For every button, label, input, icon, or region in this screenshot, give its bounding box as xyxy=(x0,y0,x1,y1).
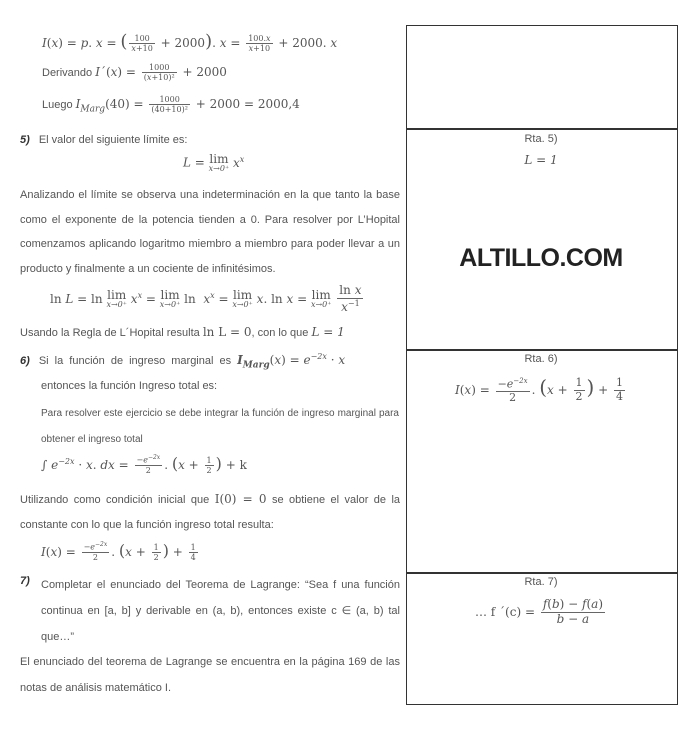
answer-5-value: L = 1 xyxy=(524,153,558,167)
marginal-line: Luego $I_{Marg}(40)$ = $\frac{1000}{\text{(40+10)²}}$ + 2000 = 2000,4 xyxy=(42,95,300,115)
answer-5-label: Rta. 5) xyxy=(524,133,558,145)
question-5-statement: El valor del siguiente límite es: xyxy=(38,134,188,146)
answer-6-formula: I(x) = $\frac{-e^{-2x}}{2}$ . (x + $\frac{1}{2}$ ) + $\frac{1}{4}$ xyxy=(454,375,624,404)
log-derivation: ln L = ln lim x→0⁺ $x^x = \lim$ x→0⁺ $\ln x^x = \lim$ x→0⁺ x. ln x = lim x→0⁺ $\frac{\text{ln x}}{x^{-1}}$ xyxy=(50,283,362,314)
conclusion-prefix: Usando la Regla de L´Hopital resulta xyxy=(20,327,203,339)
conclusion-mid: ln L = 0 xyxy=(202,325,252,339)
total-revenue-formula: I(x) = $\frac{-e^{-2x}}{2}$ . (x + $\frac{1}{2}$ ) + $\frac{1}{4}$ xyxy=(41,541,196,563)
initial-suffix: se obtiene el valor de la constante con lo que la función ingreso total resulta: xyxy=(20,494,401,531)
question-7-number: 7) xyxy=(20,575,30,587)
derivative-prefix: Derivando xyxy=(42,67,96,80)
question-5 xyxy=(20,134,187,146)
question-5-analysis: Analizando el límite se observa una indeterminación en la que tanto la base como el exponente de la potencia tienden a 0. Para resolver por L’Hopital comenzamos aplicando logaritmo miembro a miembro para poder llevar a un producto y finalmente a un cociente de infinitésimos. xyxy=(20,189,400,275)
answer-7-formula: … f ´(c) = $\frac{f(b) - f(a)}{b - a}$ xyxy=(474,597,604,626)
watermark-logo: ALTILLO.COM xyxy=(459,244,623,272)
limit-formula: L = lim x→0⁺ $x^x$ xyxy=(183,152,245,173)
derivative-line: Derivando I´(x) = $\frac{1000}{\text{(x+10)²}}$ + 2000 xyxy=(42,63,227,83)
conclusion-text: , con lo que xyxy=(251,327,312,339)
question-6: 6) Si la función de ingreso marginal es $I_{Marg}(x) = e^{-2x} \cdot x$ xyxy=(20,352,346,371)
question-7 xyxy=(20,572,400,650)
initial-cond: I(0) = 0 xyxy=(214,492,267,506)
question-6-number: 6) xyxy=(20,355,30,367)
conclusion-end: L = 1 xyxy=(311,325,345,339)
question-6-initial xyxy=(20,487,400,538)
question-6-statement-a: Si la función de ingreso marginal es xyxy=(38,355,232,367)
marginal-prefix: Luego xyxy=(42,99,76,112)
integral-formula: ∫ $e^{-2x} \cdot x$. dx = $\frac{-e^{-2x}}{2}$ . (x + $\frac{1}{2}$ ) + k xyxy=(41,454,247,476)
answer-7-prefix: … f ´(c) = xyxy=(474,604,535,619)
question-7-note: El enunciado del teorema de Lagrange se encuentra en la página 169 de las notas de análisis matemático I. xyxy=(20,656,400,694)
revenue-formula: I(x) = p. x = ( $\frac{100}{x+10}$ + 2000). x = $\frac{100.x}{x+10}$ + 2000. x xyxy=(42,31,338,53)
question-5-number: 5) xyxy=(20,134,30,146)
question-6-statement-b: entonces la función Ingreso total es: xyxy=(41,380,218,392)
answer-6-label: Rta. 6) xyxy=(524,353,558,365)
question-6-method: Para resolver este ejercicio se debe integrar la función de ingreso marginal para obtener el ingreso total xyxy=(41,408,399,445)
initial-prefix: Utilizando como condición inicial que xyxy=(20,494,210,506)
marginal-result: 2000,4 xyxy=(257,97,300,112)
question-7-statement: Completar el enunciado del Teorema de Lagrange: “Sea f una función continua en [a, b] y derivable en (a, b), entonces existe c ∈ (a, b) tal que…” xyxy=(41,579,400,643)
answer-box-top xyxy=(406,25,678,130)
question-5-conclusion xyxy=(20,325,345,339)
answer-box-7 xyxy=(406,572,678,705)
answer-7-label: Rta. 7) xyxy=(524,576,558,588)
